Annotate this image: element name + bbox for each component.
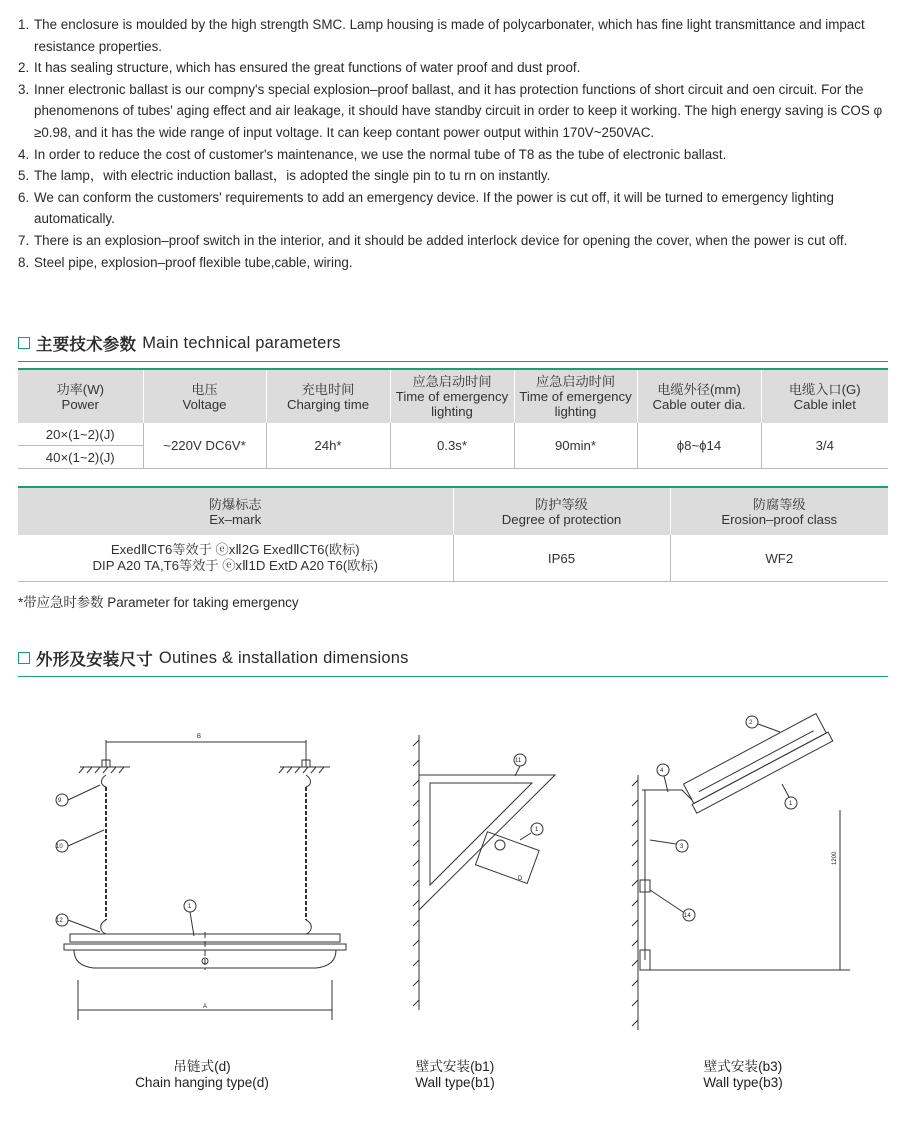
checkbox-square-icon — [18, 652, 30, 664]
section-divider — [18, 361, 888, 362]
chain-hanging-drawing — [56, 740, 346, 1020]
exmark-cell: ExedⅡCT6等效于 ⓔxⅡ2G ExedⅡCT6(欧标) DIP A20 TA,T6等效于 ⓔxⅡ1D ExtD A20 T6(欧标) — [18, 535, 453, 582]
feature-item: 1. The enclosure is moulded by the high strength SMC. Lamp housing is made of polycarbonater, which has fine light transmittance and impact resistance properties. — [18, 17, 865, 54]
feature-item: 5. The lamp，with electric induction ballast，is adopted the single pin to tu rn on instantly. — [18, 168, 551, 184]
col-cable-inlet: 电缆入口(G) Cable inlet — [761, 369, 888, 423]
cable-inlet-cell: 3/4 — [761, 423, 888, 469]
callout-9: 9 — [58, 798, 62, 804]
callout-2: 2 — [749, 720, 753, 726]
erosion-cell: WF2 — [670, 535, 888, 582]
section-title-en: Main technical parameters — [142, 333, 341, 352]
dim-label-d: D — [518, 876, 523, 882]
checkbox-square-icon — [18, 337, 30, 349]
callout-10: 10 — [56, 844, 63, 850]
table-header-row — [18, 369, 888, 423]
callout-12: 12 — [56, 918, 63, 924]
col-charging: 充电时间 Charging time — [266, 369, 390, 423]
params-table — [18, 368, 888, 469]
table-header-row — [18, 487, 888, 535]
feature-list — [18, 14, 890, 273]
power-cell: 20×(1~2)(J) — [18, 423, 143, 446]
dims-section-header — [18, 646, 888, 677]
table-row — [18, 535, 888, 582]
section-title-en: Outines & installation dimensions — [158, 648, 409, 667]
feature-item: 2. It has sealing structure, which has ensured the great functions of water proof and dust proof. — [18, 60, 581, 76]
callout-1: 1 — [535, 827, 539, 833]
start-time-cell: 0.3s* — [390, 423, 514, 469]
duration-cell: 90min* — [514, 423, 637, 469]
section-divider — [18, 676, 888, 677]
section-title-cn: 外形及安装尺寸 — [36, 651, 153, 669]
col-duration: 应急启动时间 Time of emergency lighting — [514, 369, 637, 423]
caption-wall-b3: 壁式安装(b3) Wall type(b3) — [703, 1059, 783, 1090]
col-protection: 防护等级 Degree of protection — [453, 487, 670, 535]
caption-wall-b1: 壁式安装(b1) Wall type(b1) — [415, 1059, 495, 1090]
feature-item: 6. We can conform the customers' requirements to add an emergency device. If the power is cut off, it will be turned to emergency lighting automatically. — [18, 189, 834, 227]
voltage-cell: ~220V DC6V* — [143, 423, 266, 469]
feature-item: 8. Steel pipe, explosion–proof flexible tube,cable, wiring. — [18, 254, 353, 270]
wall-b1-drawing — [413, 735, 555, 1010]
protection-cell: IP65 — [453, 535, 670, 582]
col-power: 功率(W) Power — [18, 369, 143, 423]
callout-1: 1 — [789, 801, 793, 807]
callout-1: 1 — [188, 904, 192, 910]
col-erosion: 防腐等级 Erosion–proof class — [670, 487, 888, 535]
emergency-note: *带应急时参数 Parameter for taking emergency — [18, 595, 299, 610]
feature-item: 3. Inner electronic ballast is our compny's special explosion–proof ballast, and it has protection functions of short circuit and oen circuit. For the phenomenons of tubes' aging effect and air leakage, it should have standby circuit in order to keep it working. The high energy saving is COS φ ≥0.98, and it has the wide range of input voltage. It can keep contant power output within 170V~250VAC. — [18, 81, 883, 140]
col-start-time: 应急启动时间 Time of emergency lighting — [390, 369, 514, 423]
dim-label-1200: 1200 — [832, 851, 838, 865]
power-cell: 40×(1~2)(J) — [18, 446, 143, 469]
params-section-header — [18, 331, 888, 362]
feature-item: 7. There is an explosion–proof switch in the interior, and it should be added interlock device for opening the cover, when the power is cut off. — [18, 232, 848, 248]
col-cable-dia: 电缆外径(mm) Cable outer dia. — [637, 369, 761, 423]
caption-chain: 吊链式(d) Chain hanging type(d) — [135, 1059, 269, 1090]
callout-4: 4 — [660, 768, 664, 774]
wall-b3-drawing — [632, 713, 850, 1030]
callout-11: 11 — [515, 758, 522, 764]
installation-drawings — [0, 680, 900, 1060]
charging-cell: 24h* — [266, 423, 390, 469]
exmark-table — [18, 486, 888, 582]
col-voltage: 电压 Voltage — [143, 369, 266, 423]
dim-label-a: A — [203, 1004, 208, 1010]
cable-dia-cell: ϕ8~ϕ14 — [637, 423, 761, 469]
callout-14: 14 — [684, 913, 691, 919]
dim-label-b: B — [197, 734, 202, 740]
callout-3: 3 — [680, 844, 684, 850]
feature-item: 4. In order to reduce the cost of customer's maintenance, we use the normal tube of T8 as the tube of electronic ballast. — [18, 146, 727, 162]
col-exmark: 防爆标志 Ex–mark — [18, 487, 453, 535]
table-row — [18, 423, 888, 446]
section-title-cn: 主要技术参数 — [36, 336, 137, 354]
